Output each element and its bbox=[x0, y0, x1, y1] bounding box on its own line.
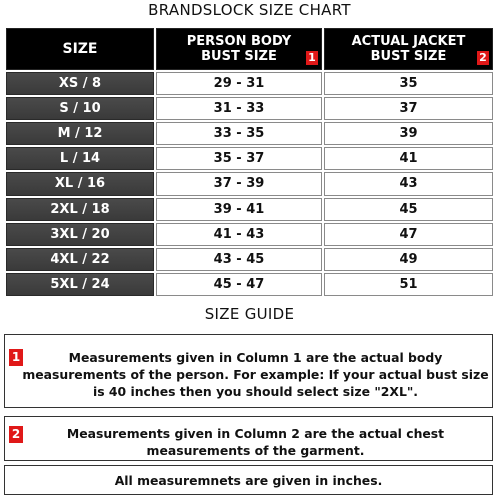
jacket-bust-cell: 39 bbox=[324, 122, 493, 145]
guide-note-2 bbox=[4, 416, 493, 461]
body-bust-cell: 41 - 43 bbox=[156, 223, 322, 246]
body-bust-cell: 39 - 41 bbox=[156, 198, 322, 221]
header-col2-line1: ACTUAL JACKET bbox=[351, 34, 466, 49]
jacket-bust-cell: 41 bbox=[324, 147, 493, 170]
table-row bbox=[6, 198, 493, 221]
table-row bbox=[6, 122, 493, 145]
body-bust-cell: 31 - 33 bbox=[156, 97, 322, 120]
jacket-bust-cell: 51 bbox=[324, 273, 493, 296]
table-row bbox=[6, 147, 493, 170]
column-2-badge: 2 bbox=[477, 51, 489, 65]
size-cell: 4XL / 22 bbox=[6, 248, 154, 271]
table-row bbox=[6, 273, 493, 296]
header-col2-line2: BUST SIZE bbox=[370, 49, 447, 64]
column-1-badge: 1 bbox=[306, 51, 318, 65]
body-bust-cell: 37 - 39 bbox=[156, 172, 322, 195]
jacket-bust-cell: 45 bbox=[324, 198, 493, 221]
jacket-bust-cell: 35 bbox=[324, 72, 493, 95]
header-col1-line1: PERSON BODY bbox=[186, 34, 292, 49]
note-units-text: All measuremnets are given in inches. bbox=[114, 473, 383, 488]
table-row bbox=[6, 97, 493, 120]
header-size: SIZE bbox=[6, 28, 154, 70]
size-guide-title: SIZE GUIDE bbox=[204, 305, 295, 323]
size-cell: S / 10 bbox=[6, 97, 154, 120]
note-1-text: Measurements given in Column 1 are the actual body measurements of the person. For example: If your actual bust size is 40 inches then you should select size "2XL". bbox=[22, 350, 489, 399]
body-bust-cell: 29 - 31 bbox=[156, 72, 322, 95]
size-cell: M / 12 bbox=[6, 122, 154, 145]
table-row bbox=[6, 223, 493, 246]
table-row bbox=[6, 172, 493, 195]
size-cell: 5XL / 24 bbox=[6, 273, 154, 296]
size-cell: 2XL / 18 bbox=[6, 198, 154, 221]
body-bust-cell: 35 - 37 bbox=[156, 147, 322, 170]
jacket-bust-cell: 37 bbox=[324, 97, 493, 120]
chart-title: BRANDSLOCK SIZE CHART bbox=[148, 1, 351, 19]
body-bust-cell: 33 - 35 bbox=[156, 122, 322, 145]
jacket-bust-cell: 43 bbox=[324, 172, 493, 195]
jacket-bust-cell: 47 bbox=[324, 223, 493, 246]
size-cell: XL / 16 bbox=[6, 172, 154, 195]
body-bust-cell: 43 - 45 bbox=[156, 248, 322, 271]
note-2-text: Measurements given in Column 2 are the actual chest measurements of the garment. bbox=[66, 426, 445, 458]
table-row bbox=[6, 248, 493, 271]
guide-note-units bbox=[4, 465, 493, 495]
table-row bbox=[6, 72, 493, 95]
header-person-body-bust bbox=[156, 28, 322, 70]
header-col1-line2: BUST SIZE bbox=[201, 49, 277, 64]
note-1-badge: 1 bbox=[9, 349, 23, 366]
jacket-bust-cell: 49 bbox=[324, 248, 493, 271]
guide-note-1 bbox=[4, 334, 493, 408]
size-chart-table bbox=[4, 26, 495, 298]
note-2-badge: 2 bbox=[9, 426, 23, 443]
header-actual-jacket-bust bbox=[324, 28, 493, 70]
size-cell: L / 14 bbox=[6, 147, 154, 170]
size-cell: XS / 8 bbox=[6, 72, 154, 95]
size-cell: 3XL / 20 bbox=[6, 223, 154, 246]
body-bust-cell: 45 - 47 bbox=[156, 273, 322, 296]
